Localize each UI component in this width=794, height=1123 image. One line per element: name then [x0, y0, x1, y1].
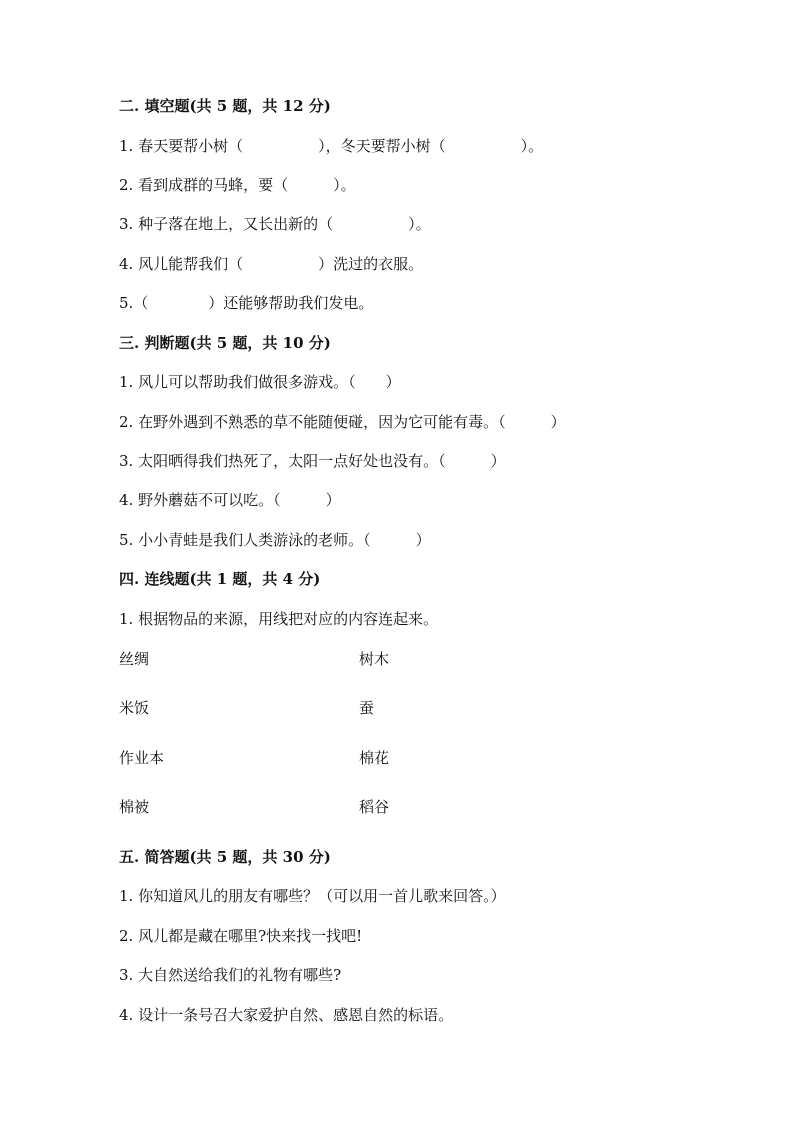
match-right-item: 蚕	[359, 699, 375, 717]
question-text: 3. 种子落在地上，又长出新的（ ）。	[119, 215, 431, 233]
match-right-item: 树木	[359, 650, 390, 668]
match-right-item: 棉花	[359, 749, 390, 767]
question-text: 1. 春天要帮小树（ ），冬天要帮小树（ ）。	[119, 137, 544, 155]
match-left-item: 作业本	[119, 749, 165, 767]
section-heading-true-false: 三. 判断题(共 5 题，共 10 分)	[119, 334, 331, 352]
question-text: 3. 大自然送给我们的礼物有哪些?	[119, 966, 342, 984]
question-text: 3. 太阳晒得我们热死了，太阳一点好处也没有。（ ）	[119, 452, 506, 470]
match-left-item: 米饭	[119, 699, 150, 717]
match-left-item: 丝绸	[119, 650, 150, 668]
question-text: 1. 你知道风儿的朋友有哪些？（可以用一首儿歌来回答。）	[119, 887, 506, 905]
question-text: 4. 风儿能帮我们（ ）洗过的衣服。	[119, 255, 424, 273]
question-text: 1. 根据物品的来源，用线把对应的内容连起来。	[119, 610, 439, 628]
section-heading-matching: 四. 连线题(共 1 题，共 4 分)	[119, 570, 321, 588]
question-text: 1. 风儿可以帮助我们做很多游戏。（ ）	[119, 373, 401, 391]
question-text: 4. 野外蘑菇不可以吃。（ ）	[119, 491, 341, 509]
match-right-item: 稻谷	[359, 798, 390, 816]
match-left-item: 棉被	[119, 798, 150, 816]
question-text: 5. 小小青蛙是我们人类游泳的老师。（ ）	[119, 531, 431, 549]
section-heading-fill-blank: 二. 填空题(共 5 题，共 12 分)	[119, 97, 331, 115]
question-text: 2. 风儿都是藏在哪里?快来找一找吧!	[119, 927, 363, 945]
question-text: 4. 设计一条号召大家爱护自然、感恩自然的标语。	[119, 1006, 454, 1024]
question-text: 5.（ ）还能够帮助我们发电。	[119, 294, 374, 312]
question-text: 2. 看到成群的马蜂，要（ ）。	[119, 176, 356, 194]
question-text: 2. 在野外遇到不熟悉的草不能随便碰，因为它可能有毒。（ ）	[119, 413, 566, 431]
section-heading-short-answer: 五. 简答题(共 5 题，共 30 分)	[119, 848, 331, 866]
